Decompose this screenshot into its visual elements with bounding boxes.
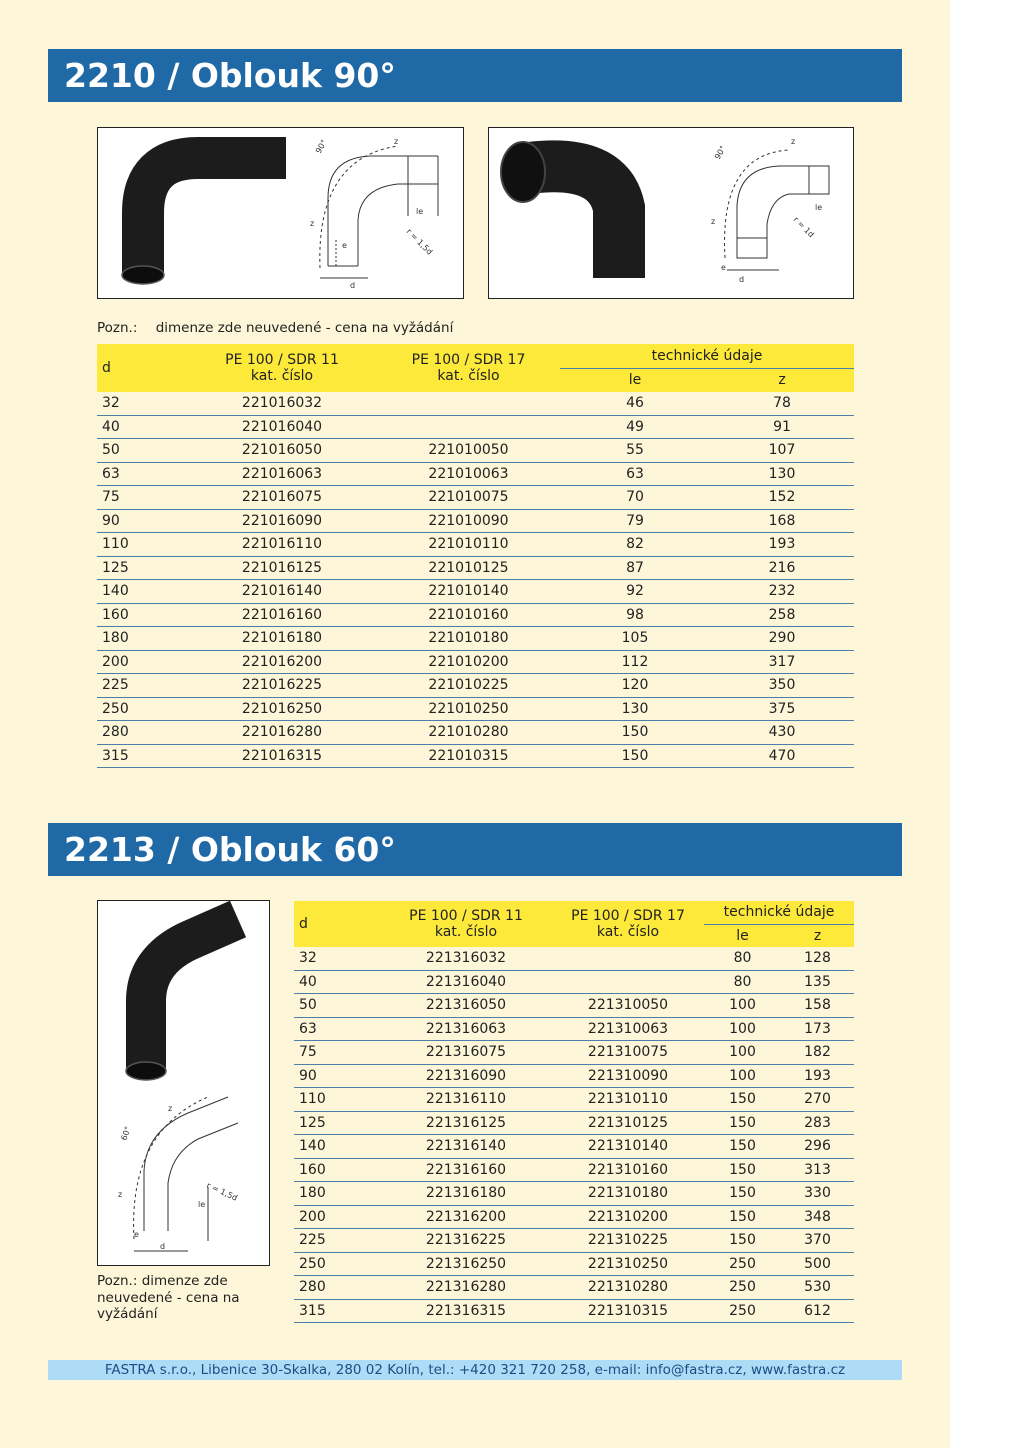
cell-d: 32 <box>97 392 187 415</box>
drawing60-angle-label: 60° <box>119 1125 133 1142</box>
cell-sdr17: 221010090 <box>377 509 560 533</box>
cell-d: 140 <box>97 580 187 604</box>
cell-sdr11: 221316125 <box>380 1111 552 1135</box>
cell-sdr11: 221316140 <box>380 1135 552 1159</box>
cell-le: 55 <box>560 439 710 463</box>
cell-sdr17: 221310125 <box>552 1111 704 1135</box>
cell-sdr17: 221310075 <box>552 1041 704 1065</box>
cell-le: 49 <box>560 415 710 439</box>
cell-sdr11: 221016315 <box>187 744 377 768</box>
cell-z: 107 <box>710 439 854 463</box>
cell-d: 63 <box>97 462 187 486</box>
header60-z: z <box>781 924 854 947</box>
cell-sdr11: 221016050 <box>187 439 377 463</box>
table-row <box>294 1064 854 1088</box>
cell-sdr11: 221316200 <box>380 1205 552 1229</box>
molded-z-label: z <box>791 137 796 146</box>
cell-sdr17: 221010110 <box>377 533 560 557</box>
note-label: Pozn.: <box>97 320 138 336</box>
header60-le: le <box>704 924 781 947</box>
drawing-radius-label: r = 1,5d <box>404 227 435 257</box>
table-row <box>294 1252 854 1276</box>
cell-z: 130 <box>710 462 854 486</box>
cell-d: 200 <box>97 650 187 674</box>
cell-le: 98 <box>560 603 710 627</box>
cell-d: 160 <box>294 1158 380 1182</box>
cell-le: 92 <box>560 580 710 604</box>
cell-z: 258 <box>710 603 854 627</box>
cell-le: 130 <box>560 697 710 721</box>
header60-sdr11-line1: PE 100 / SDR 11 <box>409 908 523 924</box>
drawing-le-label: le <box>416 207 424 216</box>
drawing-d-label: d <box>350 281 356 290</box>
cell-le: 80 <box>704 970 781 994</box>
elbow-90-image-box <box>97 127 464 299</box>
header60-tech: technické údaje <box>704 901 854 924</box>
cell-z: 216 <box>710 556 854 580</box>
cell-le: 105 <box>560 627 710 651</box>
cell-sdr11: 221316063 <box>380 1017 552 1041</box>
cell-d: 225 <box>97 674 187 698</box>
cell-sdr17: 221010225 <box>377 674 560 698</box>
cell-z: 470 <box>710 744 854 768</box>
cell-sdr11: 221016110 <box>187 533 377 557</box>
cell-d: 315 <box>97 744 187 768</box>
cell-sdr17 <box>552 947 704 970</box>
elbow-60-spec-table <box>294 901 854 1323</box>
molded-zv-label: z <box>711 217 716 226</box>
molded-radius-label: r = 1d <box>791 215 816 240</box>
cell-sdr11: 221016063 <box>187 462 377 486</box>
cell-le: 46 <box>560 392 710 415</box>
cell-sdr11: 221016040 <box>187 415 377 439</box>
molded-d-label: d <box>739 275 745 284</box>
table-row <box>294 1158 854 1182</box>
cell-le: 100 <box>704 994 781 1018</box>
table-row <box>294 1017 854 1041</box>
header-sdr17-line2: kat. číslo <box>437 368 500 384</box>
cell-sdr17: 221310225 <box>552 1229 704 1253</box>
cell-le: 150 <box>704 1111 781 1135</box>
cell-sdr17: 221010075 <box>377 486 560 510</box>
table-row <box>294 1229 854 1253</box>
table-row <box>294 947 854 970</box>
cell-sdr11: 221316280 <box>380 1276 552 1300</box>
header-le: le <box>560 368 710 392</box>
molded-le-label: le <box>815 203 823 212</box>
header60-sdr17 <box>552 901 704 947</box>
cell-d: 75 <box>97 486 187 510</box>
cell-d: 180 <box>294 1182 380 1206</box>
cell-sdr17: 221310140 <box>552 1135 704 1159</box>
cell-d: 160 <box>97 603 187 627</box>
cell-z: 370 <box>781 1229 854 1253</box>
table-row <box>97 580 854 604</box>
cell-z: 152 <box>710 486 854 510</box>
table-row <box>97 697 854 721</box>
cell-z: 193 <box>781 1064 854 1088</box>
cell-le: 112 <box>560 650 710 674</box>
cell-z: 313 <box>781 1158 854 1182</box>
header-sdr11-line1: PE 100 / SDR 11 <box>225 352 339 368</box>
cell-sdr11: 221316250 <box>380 1252 552 1276</box>
cell-z: 296 <box>781 1135 854 1159</box>
drawing60-radius-label: r = 1,5d <box>205 1180 239 1203</box>
cell-sdr17: 221010125 <box>377 556 560 580</box>
table-row <box>294 1111 854 1135</box>
drawing60-e-label: e <box>134 1230 139 1239</box>
elbow-60-image-box <box>97 900 270 1266</box>
cell-le: 150 <box>704 1182 781 1206</box>
cell-le: 250 <box>704 1299 781 1323</box>
cell-z: 168 <box>710 509 854 533</box>
cell-d: 125 <box>294 1111 380 1135</box>
cell-sdr11: 221316075 <box>380 1041 552 1065</box>
cell-le: 150 <box>704 1205 781 1229</box>
drawing60-zv-label: z <box>118 1190 123 1199</box>
cell-sdr17 <box>377 415 560 439</box>
cell-z: 193 <box>710 533 854 557</box>
cell-sdr11: 221316090 <box>380 1064 552 1088</box>
cell-z: 290 <box>710 627 854 651</box>
section1-note <box>97 320 453 336</box>
cell-z: 283 <box>781 1111 854 1135</box>
cell-d: 40 <box>97 415 187 439</box>
cell-z: 612 <box>781 1299 854 1323</box>
cell-sdr11: 221016125 <box>187 556 377 580</box>
molded-pipe-opening <box>501 142 545 202</box>
cell-le: 79 <box>560 509 710 533</box>
footer-contact: FASTRA s.r.o., Libenice 30-Skalka, 280 02 Kolín, tel.: +420 321 720 258, e-mail: info@fastra.cz, www.fastra.cz <box>48 1360 902 1380</box>
cell-z: 91 <box>710 415 854 439</box>
section2-note: Pozn.: dimenze zde neuvedené - cena na vyžádání <box>97 1273 240 1322</box>
cell-sdr11: 221016075 <box>187 486 377 510</box>
cell-d: 110 <box>294 1088 380 1112</box>
cell-d: 50 <box>294 994 380 1018</box>
note-text: dimenze zde neuvedené - cena na vyžádání <box>155 320 454 336</box>
cell-sdr17: 221310180 <box>552 1182 704 1206</box>
section-title-2210: 2210 / Oblouk 90° <box>48 49 902 102</box>
cell-sdr17 <box>552 970 704 994</box>
cell-sdr17: 221310200 <box>552 1205 704 1229</box>
cell-d: 140 <box>294 1135 380 1159</box>
cell-d: 75 <box>294 1041 380 1065</box>
cell-d: 40 <box>294 970 380 994</box>
cell-sdr17: 221310280 <box>552 1276 704 1300</box>
cell-sdr17: 221010140 <box>377 580 560 604</box>
table-row <box>294 1182 854 1206</box>
cell-z: 330 <box>781 1182 854 1206</box>
cell-d: 315 <box>294 1299 380 1323</box>
molded-angle-label: 90° <box>712 144 728 161</box>
table-row <box>97 533 854 557</box>
cell-le: 150 <box>704 1229 781 1253</box>
cell-z: 350 <box>710 674 854 698</box>
cell-le: 150 <box>704 1135 781 1159</box>
table-row <box>97 462 854 486</box>
elbow-90-table-body <box>97 392 854 768</box>
cell-z: 128 <box>781 947 854 970</box>
cell-le: 120 <box>560 674 710 698</box>
elbow-90-molded-image-box <box>488 127 854 299</box>
cell-sdr11: 221316225 <box>380 1229 552 1253</box>
cell-sdr17: 221010280 <box>377 721 560 745</box>
cell-sdr11: 221316180 <box>380 1182 552 1206</box>
cell-le: 250 <box>704 1276 781 1300</box>
cell-le: 100 <box>704 1041 781 1065</box>
table-row <box>97 650 854 674</box>
cell-sdr17: 221010250 <box>377 697 560 721</box>
cell-sdr17: 221310063 <box>552 1017 704 1041</box>
cell-sdr11: 221316110 <box>380 1088 552 1112</box>
cell-sdr17: 221010200 <box>377 650 560 674</box>
table-row <box>294 970 854 994</box>
table-row <box>97 439 854 463</box>
cell-sdr17 <box>377 392 560 415</box>
cell-sdr17: 221310315 <box>552 1299 704 1323</box>
cell-le: 150 <box>704 1158 781 1182</box>
cell-sdr11: 221016200 <box>187 650 377 674</box>
cell-sdr11: 221316040 <box>380 970 552 994</box>
header60-sdr17-line2: kat. číslo <box>596 924 660 940</box>
cell-z: 182 <box>781 1041 854 1065</box>
header-d: d <box>97 344 187 392</box>
section-title-2213: 2213 / Oblouk 60° <box>48 823 902 876</box>
cell-sdr17: 221010050 <box>377 439 560 463</box>
table-row <box>97 556 854 580</box>
header-sdr11 <box>187 344 377 392</box>
elbow-90-photo <box>143 158 286 273</box>
cell-le: 63 <box>560 462 710 486</box>
drawing-angle-label: 90° <box>313 138 329 155</box>
header-tech: technické údaje <box>560 344 854 368</box>
header-sdr17-line1: PE 100 / SDR 17 <box>411 352 526 368</box>
cell-sdr17: 221310050 <box>552 994 704 1018</box>
cell-d: 125 <box>97 556 187 580</box>
cell-d: 50 <box>97 439 187 463</box>
cell-d: 180 <box>97 627 187 651</box>
cell-le: 250 <box>704 1252 781 1276</box>
cell-sdr17: 221310110 <box>552 1088 704 1112</box>
cell-le: 87 <box>560 556 710 580</box>
elbow-60-figure <box>98 901 268 1264</box>
table-row <box>97 603 854 627</box>
cell-sdr17: 221010063 <box>377 462 560 486</box>
header60-sdr11 <box>380 901 552 947</box>
cell-sdr17: 221010160 <box>377 603 560 627</box>
cell-le: 82 <box>560 533 710 557</box>
table-row <box>97 674 854 698</box>
header-sdr17 <box>377 344 560 392</box>
drawing60-z-label: z <box>168 1104 173 1113</box>
cell-le: 150 <box>560 744 710 768</box>
cell-sdr17: 221310090 <box>552 1064 704 1088</box>
cell-d: 63 <box>294 1017 380 1041</box>
table-row <box>97 744 854 768</box>
elbow-60-drawing <box>134 1097 238 1251</box>
cell-z: 232 <box>710 580 854 604</box>
table-row <box>97 486 854 510</box>
table-row <box>294 1205 854 1229</box>
pipe-end-opening <box>122 266 164 284</box>
cell-le: 100 <box>704 1064 781 1088</box>
cell-z: 158 <box>781 994 854 1018</box>
header-sdr11-line2: kat. číslo <box>250 368 314 384</box>
drawing-e-label: e <box>342 241 347 250</box>
drawing-zv-label: z <box>310 219 315 228</box>
cell-d: 225 <box>294 1229 380 1253</box>
elbow-90-spec-table <box>97 344 854 768</box>
header60-sdr17-line1: PE 100 / SDR 17 <box>571 908 685 924</box>
table-row <box>97 721 854 745</box>
cell-z: 375 <box>710 697 854 721</box>
cell-z: 530 <box>781 1276 854 1300</box>
cell-sdr11: 221016225 <box>187 674 377 698</box>
cell-sdr11: 221316032 <box>380 947 552 970</box>
drawing-z-label: z <box>394 137 399 146</box>
cell-sdr11: 221016160 <box>187 603 377 627</box>
cell-sdr11: 221016032 <box>187 392 377 415</box>
molded-e-label: e <box>721 263 726 272</box>
cell-z: 270 <box>781 1088 854 1112</box>
table-row <box>294 1088 854 1112</box>
elbow-60-opening <box>126 1062 166 1080</box>
cell-d: 110 <box>97 533 187 557</box>
cell-le: 150 <box>560 721 710 745</box>
table-row <box>97 627 854 651</box>
cell-z: 135 <box>781 970 854 994</box>
header-z: z <box>710 368 854 392</box>
cell-sdr17: 221010315 <box>377 744 560 768</box>
table-row <box>294 1276 854 1300</box>
cell-d: 250 <box>97 697 187 721</box>
table-row <box>294 1299 854 1323</box>
cell-z: 317 <box>710 650 854 674</box>
cell-z: 430 <box>710 721 854 745</box>
cell-d: 90 <box>294 1064 380 1088</box>
header60-sdr11-line2: kat. číslo <box>434 924 498 940</box>
cell-sdr11: 221016140 <box>187 580 377 604</box>
cell-d: 200 <box>294 1205 380 1229</box>
table-row <box>294 994 854 1018</box>
cell-z: 173 <box>781 1017 854 1041</box>
table-row <box>97 415 854 439</box>
elbow-60-table-body <box>294 947 854 1323</box>
cell-sdr11: 221316050 <box>380 994 552 1018</box>
cell-sdr11: 221016280 <box>187 721 377 745</box>
elbow-90-figure <box>98 128 462 297</box>
drawing60-le-label: le <box>198 1200 206 1209</box>
table-row <box>97 509 854 533</box>
cell-le: 80 <box>704 947 781 970</box>
table-row <box>294 1135 854 1159</box>
cell-le: 100 <box>704 1017 781 1041</box>
header60-d: d <box>294 901 380 947</box>
elbow-90-molded-figure <box>489 128 852 297</box>
cell-z: 348 <box>781 1205 854 1229</box>
cell-d: 90 <box>97 509 187 533</box>
cell-sdr11: 221016180 <box>187 627 377 651</box>
table-row <box>97 392 854 415</box>
cell-sdr11: 221016250 <box>187 697 377 721</box>
cell-d: 280 <box>294 1276 380 1300</box>
cell-sdr11: 221316160 <box>380 1158 552 1182</box>
cell-d: 250 <box>294 1252 380 1276</box>
cell-le: 70 <box>560 486 710 510</box>
table-row <box>294 1041 854 1065</box>
cell-sdr17: 221310250 <box>552 1252 704 1276</box>
elbow-60-photo <box>146 919 238 1069</box>
cell-d: 32 <box>294 947 380 970</box>
cell-z: 78 <box>710 392 854 415</box>
drawing60-d-label: d <box>160 1242 166 1251</box>
cell-d: 280 <box>97 721 187 745</box>
cell-sdr11: 221316315 <box>380 1299 552 1323</box>
cell-sdr11: 221016090 <box>187 509 377 533</box>
cell-le: 150 <box>704 1088 781 1112</box>
cell-z: 500 <box>781 1252 854 1276</box>
elbow-90-molded-drawing <box>725 150 829 270</box>
cell-sdr17: 221010180 <box>377 627 560 651</box>
cell-sdr17: 221310160 <box>552 1158 704 1182</box>
